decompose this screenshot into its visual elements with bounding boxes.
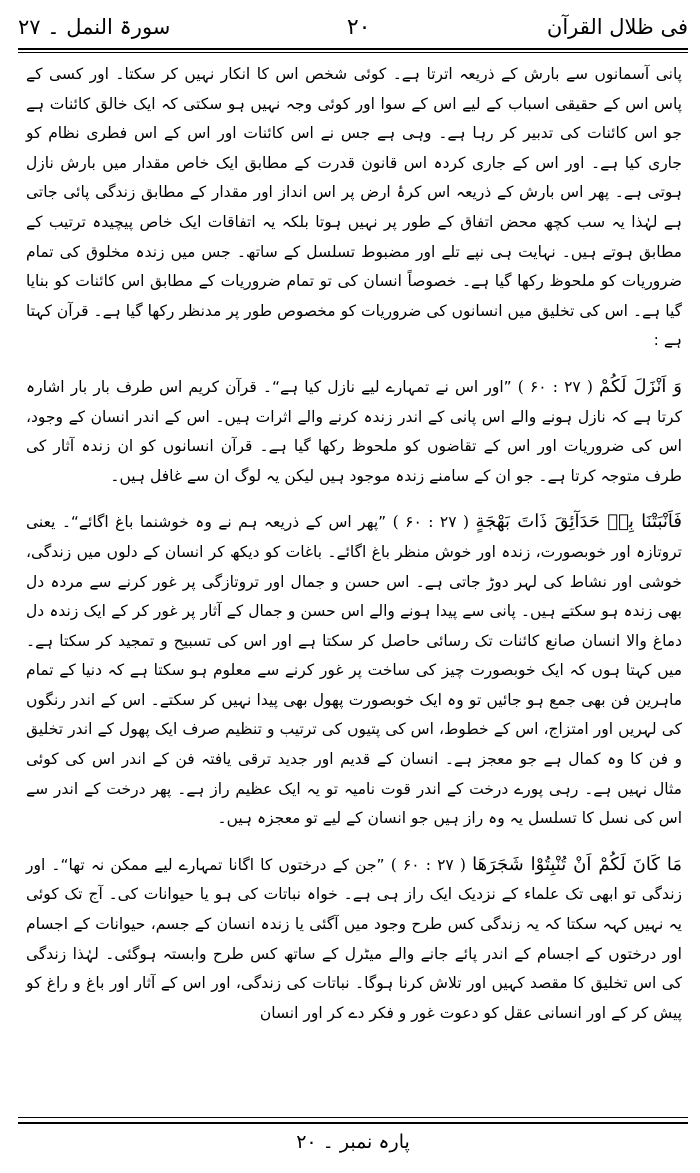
quran-verse: وَ اَنْزَلَ لَكُمْ: [599, 375, 683, 397]
page-number: ۲۰: [346, 14, 371, 40]
para-number: پارہ نمبر ۔ ۲۰: [296, 1131, 410, 1153]
quran-verse: فَاَنْبَتْنَا بِهٖ حَدَآئِقَ ذَاتَ بَهْجَةٍ: [475, 511, 683, 533]
paragraph: [26, 372, 682, 491]
paragraph: [26, 507, 682, 834]
paragraph-text: پانی آسمانوں سے بارش کے ذریعہ اترتا ہے۔ کوئی شخص اس کا انکار نہیں کر سکتا۔ اور کسی کے پاس اس کے حقیقی اسباب کے لیے اس کے سوا اور کوئی وجہ نہیں ہو سکتی کہ ایک خالق کائنات ہے جو اس کائنات کی تدبیر کر رہا ہے۔ وہی ہے جس نے اس کائنات اور اس کے اس فطری نظام کو جاری کیا ہے۔ اور اس کے جاری کردہ اس قانون قدرت کے مطابق ایک خاص مقدار میں بارش نازل ہوتی ہے۔ پھر اس بارش کے ذریعہ اس کرۂ ارض پر اس انداز اور مقدار کے مطابق زندگی پائی جاتی ہے لہٰذا یہ سب کچھ محض اتفاق کے طور پر نہیں ہوتا بلکہ یہ اتفاقات ایک خاص پیچیدہ ترتیب کے مطابق ہوتے ہیں۔ نہایت ہی نپے تلے اور مضبوط تسلسل کے ساتھ۔ جس میں زندہ مخلوق کی تمام ضروریات کو ملحوظ رکھا گیا ہے۔ خصوصاً انسان کی تو تمام ضروریات کے مطابق اس کائنات کو بنایا گیا ہے۔ اس کی تخلیق میں انسانوں کی ضروریات کو مخصوص طور پر مدنظر رکھا گیا ہے۔ قرآن کہتا ہے :: [26, 65, 682, 350]
book-title: فی ظلال القرآن: [546, 15, 688, 39]
quran-verse: مَا كَانَ لَكُمْ اَنْ تُنْبِتُوْا شَجَرَهَا: [472, 853, 683, 875]
paragraph-text: ”اور اس نے تمہارے لیے نازل کیا ہے“۔ قرآن کریم اس طرف بار بار اشارہ کرتا ہے کہ نازل ہونے والے اس پانی کے اندر زندہ کرنے والے اثرات ہیں۔ اس کے اندر انسان کے وجود، اس کی ضروریات اور اس کے تقاضوں کو ملحوظ رکھا گیا ہے۔ قرآن انسانوں کو ان زندہ آثار کی طرف متوجہ کرتا ہے۔ جو ان کے سامنے زندہ موجود ہیں لیکن یہ لوگ ان سے غافل ہیں۔: [26, 377, 682, 485]
paragraph: [26, 60, 682, 356]
page-footer: [18, 1117, 688, 1163]
page-header: [18, 10, 688, 44]
verse-reference: ( ۲۷ : ۶۰ ): [511, 377, 600, 396]
header-rule: [18, 48, 688, 50]
header-rule-thin: [18, 52, 688, 53]
paragraph-text: ”پھر اس کے ذریعہ ہم نے وہ خوشنما باغ اگائے“۔ یعنی تروتازہ اور خوبصورت، زندہ اور خوش منظر باغ اگائے۔ باغات کو دیکھ کر انسان کے دلوں میں زندگی، خوشی اور نشاط کی لہر دوڑ جاتی ہے۔ اس حسن و جمال اور تروتازگی پر غور کرنے سے مردہ دل بھی زندہ ہو سکتے ہیں۔ پانی سے پیدا ہونے والے اس حسن و جمال کے آثار پر غور کر کے ایک زندہ دل دماغ والا انسان صانع کائنات تک رسائی حاصل کر سکتا ہے اور اس کی تسبیح و تمجید کر سکتا ہے۔ میں کہتا ہوں کہ ایک خوبصورت چیز کی ساخت پر غور کرنے سے معلوم ہو سکتا ہے کہ دنیا کے تمام ماہرین فن بھی جمع ہو جائیں تو وہ ایک خوبصورت پھول بھی پیدا نہیں کر سکتے۔ اس کے اندر رنگوں کی لہریں اور امتزاج، اس کے خطوط، اس کی پتیوں کی ترتیب و تنظیم صرف ایک پھول کے اندر تخلیق و فن کا وہ کمال ہے جو معجز ہے۔ انسان کے قدیم اور جدید ترقی یافتہ فن کے اندر اس کی کوئی مثال نہیں ہے۔ رہی پورے درخت کے اندر قوت نامیہ تو یہ ایک عظیم راز ہے۔ پھر درخت کے اندر سے اس کی نسل کا تسلسل یہ وہ راز ہیں جو انسان کے لیے تو معجزہ ہیں۔: [26, 513, 682, 828]
footer-rule: [18, 1122, 688, 1124]
paragraph-text: ”جن کے درختوں کا اگانا تمہارے لیے ممکن نہ تھا“۔ اور زندگی تو ابھی تک علماء کے نزدیک ایک راز ہی ہے۔ خواہ نباتات کی ہو یا حیوانات کی۔ آج تک کوئی یہ نہیں کہہ سکتا کہ یہ زندگی کس طرح وجود میں آگئی یا زندہ انسان کے جسم، حیوانات کے اجسام اور درختوں کے اجسام کے اندر پائے جانے والے میٹرل کے ساتھ کس طرح وابستہ ہوگئی۔ لہٰذا زندگی کی اس تخلیق کا مقصد کہیں اور تلاش کرنا ہوگا۔ نباتات کی زندگی، اور اس کے آثار اور باغ و راغ کو پیش کر کے اور انسانی عقل کو دعوت غور و فکر دے کر اور انسان: [26, 855, 682, 1022]
verse-reference: ( ۲۷ : ۶۰ ): [384, 855, 473, 874]
page-body: [26, 60, 682, 1101]
surah-title: سورۃ النمل ۔ ۲۷: [18, 15, 171, 39]
footer-rule-thin: [18, 1117, 688, 1118]
paragraph: [26, 850, 682, 1029]
verse-reference: ( ۲۷ : ۶۰ ): [386, 513, 476, 532]
